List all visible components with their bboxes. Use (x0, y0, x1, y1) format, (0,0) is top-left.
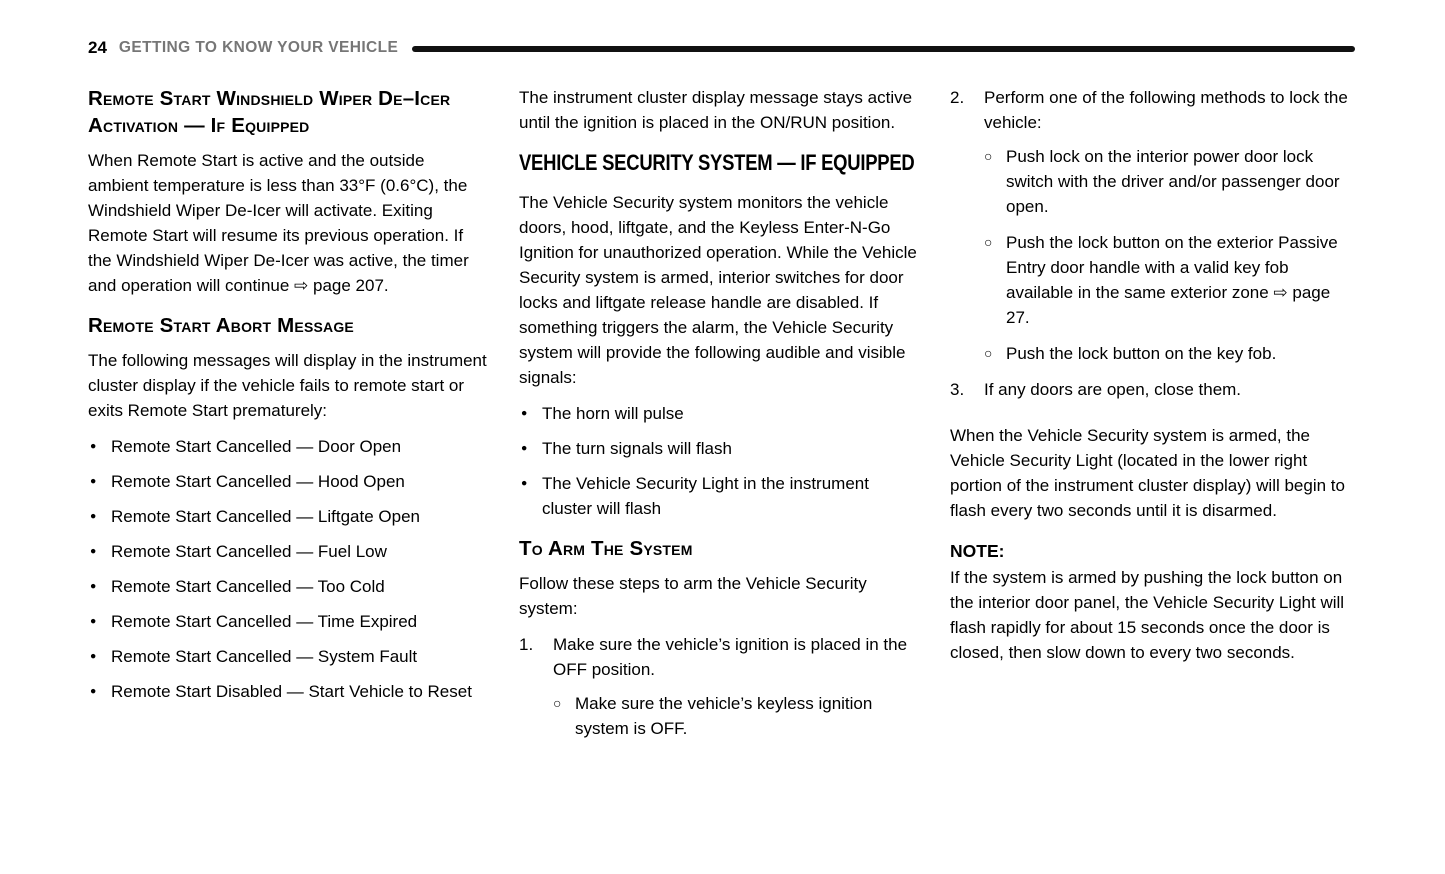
paragraph-armed-light: When the Vehicle Security system is armed, the Vehicle Security Light (located in the lower right portion of the instrument cluster display) will begin to flash every two seconds until it is disarmed. (950, 426, 1345, 520)
list-item: ● The turn signals will flash (519, 436, 919, 461)
page-number: 24 (88, 38, 107, 57)
column-middle (519, 85, 919, 752)
heading-remote-start-abort: Remote Start Abort Message (88, 314, 354, 337)
paragraph-cluster-message: The instrument cluster display message stays active until the ignition is placed in the ON/RUN position. (519, 88, 913, 132)
list-item: ● Remote Start Cancelled — Hood Open (88, 469, 488, 494)
heading-vehicle-security-system: VEHICLE SECURITY SYSTEM — IF EQUIPPED (519, 150, 915, 175)
step-number: 1. (519, 635, 534, 654)
step-2 (950, 85, 1350, 366)
step-body (984, 377, 1350, 402)
list-item: ● Remote Start Cancelled — Door Open (88, 434, 488, 459)
step-3 (950, 377, 1350, 402)
paragraph-security-intro: The Vehicle Security system monitors the vehicle doors, hood, liftgate, and the Keyless Enter-N-Go Ignition for unauthorized operation. While the Vehicle Security system is armed, interior switches for door locks and liftgate release handle are disabled. If something triggers the alarm, the Vehicle Security system will provide the following audible and visible signals: (519, 193, 917, 387)
column-right (950, 85, 1350, 752)
list-item: ● Remote Start Cancelled — Too Cold (88, 574, 488, 599)
list-item: ● Remote Start Disabled — Start Vehicle to Reset (88, 679, 488, 704)
step-number: 2. (950, 88, 965, 107)
sub-list-item: ○ Push the lock button on the exterior Passive Entry door handle with a valid key fob available in the same exterior zone ⇨ page 27. (984, 230, 1350, 330)
column-left (88, 85, 488, 752)
list-item: ● Remote Start Cancelled — System Fault (88, 644, 488, 669)
step-body (553, 632, 919, 741)
list-item: ● The horn will pulse (519, 401, 919, 426)
heading-remote-start-wiper-deicer: Remote Start Windshield Wiper De–Icer Activation — If Equipped (88, 87, 451, 137)
step-text: Make sure the vehicle’s ignition is placed in the OFF position. (553, 635, 908, 679)
step-1 (519, 632, 919, 741)
header-rule (412, 46, 1355, 52)
content-columns (88, 85, 1355, 752)
note-label: NOTE: (950, 541, 1005, 561)
heading-to-arm-the-system: To Arm The System (519, 537, 693, 560)
list-item: ● Remote Start Cancelled — Liftgate Open (88, 504, 488, 529)
step-body (984, 85, 1350, 366)
list-item: ● Remote Start Cancelled — Fuel Low (88, 539, 488, 564)
abort-message-list (88, 434, 488, 704)
paragraph-wiper-deicer: When Remote Start is active and the outside ambient temperature is less than 33°F (0.6°C), the Windshield Wiper De-Icer will activate. Exiting Remote Start will resume its previous operation. If the Windshield Wiper De-Icer was active, the timer and operation will continue ⇨ page 207. (88, 151, 469, 295)
step-text: If any doors are open, close them. (984, 380, 1242, 399)
sub-list-item: ○ Make sure the vehicle’s keyless ignition system is OFF. (553, 691, 919, 741)
step-sub-list (553, 691, 919, 741)
sub-list-item: ○ Push lock on the interior power door lock switch with the driver and/or passenger door open. (984, 144, 1350, 219)
sub-list-item: ○ Push the lock button on the key fob. (984, 341, 1350, 366)
chapter-title: GETTING TO KNOW YOUR VEHICLE (118, 39, 399, 56)
paragraph-arm-intro: Follow these steps to arm the Vehicle Security system: (519, 574, 867, 618)
paragraph-abort-intro: The following messages will display in the instrument cluster display if the vehicle fails to remote start or exits Remote Start prematurely: (88, 351, 487, 420)
list-item: ● Remote Start Cancelled — Time Expired (88, 609, 488, 634)
note-text: If the system is armed by pushing the lock button on the interior door panel, the Vehicle Security Light will flash rapidly for about 15 seconds once the door is closed, then slow down to every two seconds. (950, 568, 1345, 662)
security-signals-list (519, 401, 919, 521)
step-number: 3. (950, 380, 965, 399)
page-header (88, 38, 1355, 58)
step-text: Perform one of the following methods to lock the vehicle: (984, 88, 1348, 132)
list-item: ● The Vehicle Security Light in the instrument cluster will flash (519, 471, 919, 521)
step-sub-list (984, 144, 1350, 366)
